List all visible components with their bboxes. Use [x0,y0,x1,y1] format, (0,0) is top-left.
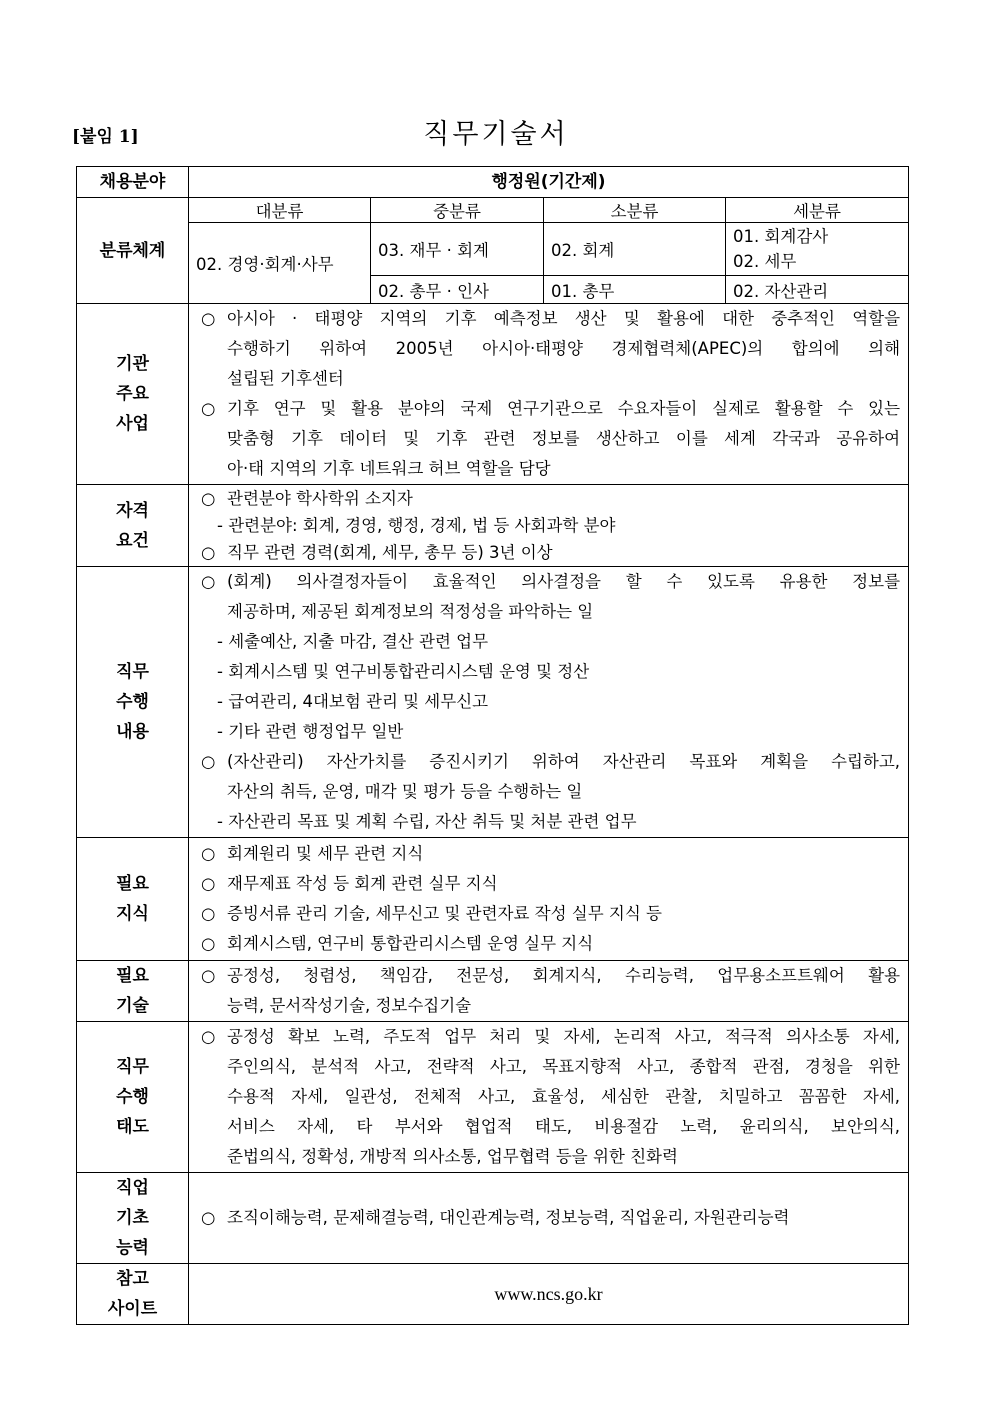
content-line [201,485,900,512]
label-line: 필요 [116,874,149,894]
label-line: 직업 [116,1178,149,1198]
section-label [77,485,189,567]
reference-row [77,1264,909,1325]
recruit-value: 행정원(기간제) [189,167,909,198]
content-text: - 기타 관련 행정업무 일반 [217,722,404,741]
content-text: - 회계시스템 및 연구비통합관리시스템 운영 및 정산 [217,662,590,681]
section-label [77,1022,189,1173]
minor-category: 02. 회계 [544,223,726,276]
bullet-icon: ○ [201,572,216,591]
bullet-icon: ○ [201,399,216,418]
bullet-icon: ○ [201,874,216,893]
content-text: 직무 관련 경력(회계, 세무, 총무 등) 3년 이상 [227,543,553,562]
label-line: 요건 [116,530,149,551]
content-line [201,334,900,364]
content-text: 관련분야 학사학위 소지자 [227,489,413,508]
content-line [201,1082,900,1112]
content-text: 설립된 기후센터 [227,369,344,388]
content-line [201,627,900,657]
minor-category: 01. 총무 [544,276,726,304]
section-row [77,485,909,567]
detail-item: 02. 세무 [733,252,797,271]
content-line [201,1112,900,1142]
job-description-table [76,166,909,1325]
recruit-label: 채용분야 [77,167,189,198]
content-line [201,1022,900,1052]
section-label [77,838,189,961]
classification-header-row [77,198,909,223]
content-line [201,567,900,597]
detail-category [726,223,909,276]
content-line [201,304,900,334]
section-content [189,1022,909,1173]
content-line [201,364,900,394]
content-line [201,512,900,539]
section-content [189,304,909,485]
bullet-icon: ○ [201,752,216,771]
detail-category: 02. 자산관리 [726,276,909,304]
detail-item: 01. 회계감사 [733,227,829,246]
bullet-icon: ○ [201,489,216,508]
content-text: 회계시스템, 연구비 통합관리시스템 운영 실무 지식 [227,934,594,953]
content-text: (자산관리) 자산가치를 증진시키기 위하여 자산관리 목표와 계획을 수립하고, [227,752,901,771]
reference-label [77,1264,189,1325]
label-line: 기초 [116,1208,149,1228]
section-row [77,304,909,485]
bullet-icon: ○ [201,309,216,328]
content-text: 공정성, 청렴성, 책임감, 전문성, 회계지식, 수리능력, 업무용소프트웨어 활용 [227,966,901,985]
label-line: 필요 [116,966,149,986]
section-row [77,1022,909,1173]
bullet-icon: ○ [201,844,216,863]
label-line: 사업 [116,414,149,434]
content-line [201,869,900,899]
content-line [201,899,900,929]
label-line: 사이트 [107,1299,158,1319]
content-line [201,807,900,837]
section-row [77,1173,909,1264]
section-label [77,304,189,485]
reference-url: www.ncs.go.kr [189,1264,909,1325]
content-line [201,539,900,566]
section-content [189,961,909,1022]
attachment-label: [붙임 1] [72,127,139,147]
label-line: 직무 [116,662,149,682]
classification-row [77,223,909,276]
content-text: - 세출예산, 지출 마감, 결산 관련 업무 [217,632,489,651]
content-line [201,687,900,717]
page-title: 직무기술서 [423,119,569,150]
middle-category: 03. 재무 · 회계 [371,223,544,276]
section-row [77,961,909,1022]
label-line: 기술 [116,996,149,1016]
content-line [201,839,900,869]
content-text: 회계원리 및 세무 관련 지식 [227,844,424,863]
content-text: 준법의식, 정확성, 개방적 의사소통, 업무협력 등을 위한 친화력 [227,1147,678,1166]
content-text: 제공하며, 제공된 회계정보의 적정성을 파악하는 일 [227,602,594,621]
content-text: - 급여관리, 4대보험 관리 및 세무신고 [217,692,489,711]
bullet-icon: ○ [201,966,216,985]
content-text: 증빙서류 관리 기술, 세무신고 및 관련자료 작성 실무 지식 등 [227,904,662,923]
content-text: 주인의식, 분석적 사고, 전략적 사고, 목표지향적 사고, 종합적 관점, 경청을 위한 [227,1057,901,1076]
content-text: - 자산관리 목표 및 계획 수립, 자산 취득 및 처분 관련 업무 [217,812,637,831]
content-text: (회계) 의사결정자들이 효율적인 의사결정을 할 수 있도록 유용한 정보를 [227,572,901,591]
section-row [77,567,909,838]
label-line: 지식 [116,904,149,924]
content-line [201,454,900,484]
section-content [189,567,909,838]
content-line [201,929,900,959]
content-line [201,1052,900,1082]
content-text: 재무제표 작성 등 회계 관련 실무 지식 [227,874,498,893]
content-text: 서비스 자세, 타 부서와 협업적 태도, 비용절감 노력, 윤리의식, 보안의식, [227,1117,901,1136]
section-label [77,1173,189,1264]
header-detail: 세분류 [726,198,909,223]
content-line [201,747,900,777]
classification-label: 분류체계 [77,198,189,304]
content-text: 공정성 확보 노력, 주도적 업무 처리 및 자세, 논리적 사고, 적극적 의사소통 자세, [227,1027,901,1046]
content-line [201,597,900,627]
recruit-row [77,167,909,198]
content-line [201,1142,900,1172]
bullet-icon: ○ [201,934,216,953]
bullet-icon: ○ [201,1208,216,1227]
section-content [189,485,909,567]
header-major: 대분류 [189,198,371,223]
content-line [201,991,900,1021]
content-text: 맞춤형 기후 데이터 및 기후 관련 정보를 생산하고 이를 세계 각국과 공유하여 [227,429,901,448]
content-line [201,657,900,687]
section-label [77,567,189,838]
header-middle: 중분류 [371,198,544,223]
content-text: 능력, 문서작성기술, 정보수집기술 [227,996,472,1015]
section-content [189,1173,909,1264]
content-text: 수용적 자세, 일관성, 전체적 사고, 효율성, 세심한 관찰, 치밀하고 꼼꼼한 자세, [227,1087,901,1106]
major-category: 02. 경영·회계·사무 [189,223,371,304]
content-line [201,424,900,454]
content-line [201,1203,900,1233]
header-minor: 소분류 [544,198,726,223]
content-line [201,961,900,991]
section-row [77,838,909,961]
bullet-icon: ○ [201,1027,216,1046]
label-line: 참고 [116,1269,149,1289]
content-text: 아시아 · 태평양 지역의 기후 예측정보 생산 및 활용에 대한 중추적인 역할을 [227,309,901,328]
label-line: 수행 [116,1087,149,1107]
content-text: 아·태 지역의 기후 네트워크 허브 역할을 담당 [227,459,551,478]
label-line: 주요 [116,384,149,404]
content-line [201,394,900,424]
content-line [201,717,900,747]
label-line: 태도 [116,1117,149,1137]
label-line: 수행 [116,692,149,712]
label-line: 기관 [116,354,149,374]
content-text: 자산의 취득, 운영, 매각 및 평가 등을 수행하는 일 [227,782,583,801]
content-text: 조직이해능력, 문제해결능력, 대인관계능력, 정보능력, 직업윤리, 자원관리능력 [227,1208,790,1227]
middle-category: 02. 총무 · 인사 [371,276,544,304]
section-content [189,838,909,961]
label-line: 자격 [116,500,149,521]
label-line: 내용 [116,722,149,742]
label-line: 직무 [116,1057,149,1077]
content-text: 수행하기 위하여 2005년 아시아·태평양 경제협력체(APEC)의 합의에 의해 [227,339,901,358]
content-text: 기후 연구 및 활용 분야의 국제 연구기관으로 수요자들이 실제로 활용할 수 있는 [227,399,901,418]
bullet-icon: ○ [201,543,216,562]
label-line: 능력 [116,1238,149,1258]
section-label [77,961,189,1022]
content-text: - 관련분야: 회계, 경영, 행정, 경제, 법 등 사회과학 분야 [217,516,616,535]
bullet-icon: ○ [201,904,216,923]
content-line [201,777,900,807]
